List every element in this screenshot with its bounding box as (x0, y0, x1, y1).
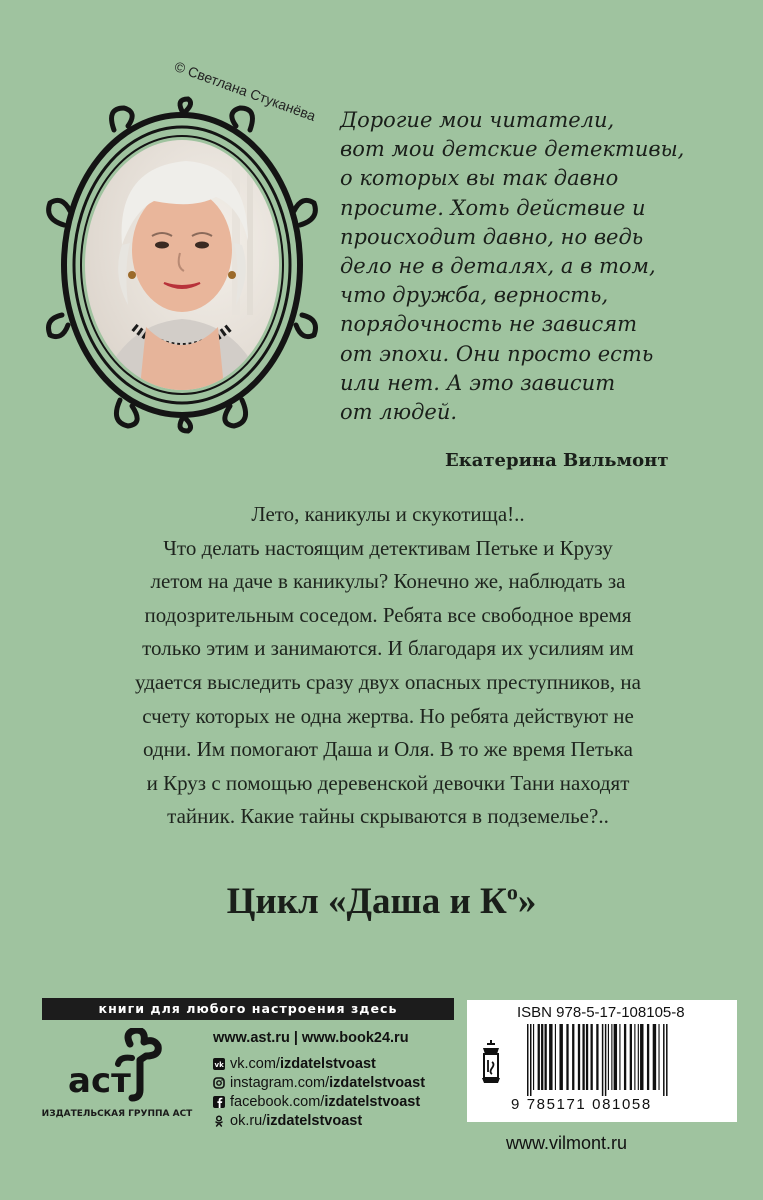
barcode-bar (591, 1024, 593, 1090)
barcode-bar (653, 1024, 656, 1090)
quote-line: происходит давно, но ведь (340, 224, 644, 249)
quote-line: Дорогие мои читатели, (340, 108, 615, 132)
description-line: счету которых не одна жертва. Но ребята действуют не (142, 703, 634, 728)
quote-line: или нет. А это зависит (340, 370, 616, 395)
description-line: удается выследить сразу двух опасных преступников, на (135, 669, 641, 694)
barcode-bar (614, 1024, 617, 1090)
social-link-instagram[interactable] (213, 1073, 425, 1092)
publisher-name: ИЗДАТЕЛЬСКАЯ ГРУППА АСТ (41, 1109, 193, 1119)
barcode-bar (530, 1024, 532, 1096)
ast-logo-icon (60, 1028, 170, 1103)
barcode-bar (605, 1024, 607, 1096)
social-links (213, 1054, 425, 1130)
description-line: одни. Им помогают Даша и Оля. В то же время Петька (143, 737, 633, 762)
series-text: Цикл «Даша и К (226, 881, 507, 922)
barcode-digits: 9 785171 081058 (511, 1096, 652, 1113)
description-line: и Круз с помощью деревенской девочки Тани находят (146, 770, 630, 795)
quote-line: что дружба, верность, (340, 283, 609, 308)
social-handle: izdatelstvoast (279, 1055, 376, 1072)
barcode-bar (608, 1024, 609, 1090)
barcode-bar (658, 1024, 659, 1090)
facebook-icon (213, 1096, 225, 1108)
barcode-bar (582, 1024, 584, 1090)
description-line: только этим и занимаются. И благодаря их усилиям им (142, 636, 634, 661)
barcode-bar (602, 1024, 604, 1096)
quote-line: вот мои детские детективы, (340, 137, 685, 162)
barcode-bar (634, 1024, 635, 1090)
description-line: Что делать настоящим детективам Петьке и Крузу (163, 535, 613, 560)
barcode-bar (541, 1024, 543, 1090)
isbn-block (467, 1000, 737, 1122)
social-link-ok[interactable] (213, 1111, 425, 1130)
description-line: тайник. Какие тайны скрываются в подземелье?.. (167, 804, 609, 829)
social-prefix: instagram.com/ (230, 1074, 330, 1091)
barcode-bar (555, 1024, 556, 1090)
lantern-icon (477, 1040, 505, 1088)
barcode-bar (538, 1024, 540, 1090)
social-handle: izdatelstvoast (324, 1093, 421, 1110)
quote-line: дело не в деталях, а в том, (340, 254, 656, 279)
barcode-bar (586, 1024, 588, 1090)
barcode-bar (663, 1024, 665, 1096)
social-prefix: ok.ru/ (230, 1112, 267, 1129)
barcode-bar (559, 1024, 562, 1090)
barcode-bar (549, 1024, 552, 1090)
barcode-bar (578, 1024, 580, 1090)
social-link-vk[interactable] (213, 1054, 425, 1073)
quote-line: от людей. (340, 400, 458, 425)
barcode-bar (647, 1024, 649, 1090)
barcode (525, 1024, 715, 1096)
barcode-bar (527, 1024, 529, 1096)
barcode-bar (624, 1024, 626, 1090)
barcode-bar (566, 1024, 568, 1090)
description-line: подозрительным соседом. Ребята все свободное время (144, 602, 632, 627)
barcode-bar (596, 1024, 598, 1090)
ok-icon (213, 1115, 225, 1127)
barcode-bar (638, 1024, 639, 1090)
series-closing: » (517, 881, 537, 922)
social-handle: izdatelstvoast (329, 1074, 426, 1091)
author-portrait (42, 95, 332, 445)
series-title (0, 880, 763, 923)
book-description (58, 498, 718, 834)
author-website[interactable]: www.vilmont.ru (506, 1133, 628, 1153)
logo-text: аст (68, 1061, 131, 1101)
barcode-bar (572, 1024, 574, 1090)
barcode-bar (640, 1024, 643, 1090)
barcode-bar (545, 1024, 547, 1090)
quote-line: порядочность не зависят (340, 312, 638, 337)
svg-text:vk: vk (214, 1060, 224, 1069)
quote-line: просите. Хоть действие и (340, 195, 646, 220)
isbn-text: ISBN 978-5-17-108105-8 (517, 1004, 685, 1021)
social-handle: izdatelstvoast (266, 1112, 363, 1129)
author-quote (340, 106, 740, 427)
social-prefix: vk.com/ (230, 1055, 280, 1072)
description-line: Лето, каникулы и скукотища!.. (251, 502, 525, 526)
series-superscript: о (506, 879, 518, 905)
ast-logo (60, 1028, 170, 1103)
tagline-banner: книги для любого настроения здесь (42, 998, 454, 1020)
photo-credit: © Светлана Стуканёва (172, 58, 318, 124)
barcode-bar (666, 1024, 668, 1096)
social-prefix: facebook.com/ (230, 1093, 325, 1110)
author-portrait-frame (42, 95, 332, 445)
barcode-bar (611, 1024, 612, 1090)
barcode-bar (533, 1024, 534, 1090)
description-line: летом на даче в каникулы? Конечно же, наблюдать за (150, 569, 626, 594)
instagram-icon (213, 1077, 225, 1089)
quote-author: Екатерина Вильмонт (445, 450, 669, 471)
quote-line: от эпохи. Они просто есть (340, 341, 654, 366)
barcode-bar (630, 1024, 632, 1090)
barcode-bar (619, 1024, 620, 1090)
quote-line: о которых вы так давно (340, 166, 619, 191)
vk-icon (213, 1058, 225, 1070)
publisher-urls[interactable]: www.ast.ru | www.book24.ru (213, 1030, 409, 1046)
social-link-facebook[interactable] (213, 1092, 425, 1111)
